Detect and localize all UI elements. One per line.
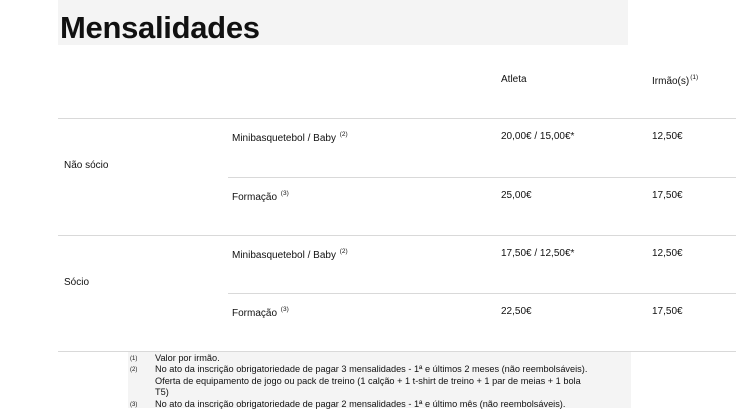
header-atleta: Atleta [501,74,527,85]
group-label-nao-socio: Não sócio [64,160,109,171]
footnote-mark: (1) [130,356,138,362]
atleta-value: 17,50€ / 12,50€* [501,248,575,259]
footnote-text: No ato da inscrição obrigatoriedade de pagar 3 mensalidades - 1ª e últimos 2 meses (não reembolsáveis). [155,364,588,374]
footnote-text: Valor por irmão. [155,353,220,363]
table-divider [58,118,736,119]
header-irmaos [652,74,698,87]
table-divider [228,177,736,178]
row-type-note: (3) [280,306,289,313]
row-type-label: Minibasquetebol / Baby [232,250,336,261]
row-type [232,190,289,203]
irmaos-value: 12,50€ [652,248,683,259]
footnotes [128,352,631,408]
footnote-text: T5) [155,387,169,397]
footnote-text: No ato da inscrição obrigatoriedade de pagar 2 mensalidades - 1ª e último mês (não reembolsáveis). [155,399,566,409]
page-title: Mensalidades [60,10,260,45]
irmaos-value: 17,50€ [652,190,683,201]
irmaos-value: 17,50€ [652,306,683,317]
row-type-label: Formação [232,192,278,203]
row-type [232,306,289,319]
irmaos-value: 12,50€ [652,131,683,142]
row-type [232,248,348,261]
footnote-mark: (2) [130,367,138,373]
group-label-socio: Sócio [64,277,90,288]
header-irmaos-note: (1) [690,74,699,81]
row-type-note: (2) [339,248,348,255]
table-divider [58,235,736,236]
footnote-mark: (3) [130,402,138,408]
row-type-note: (3) [280,190,289,197]
row-type-label: Formação [232,308,278,319]
row-type [232,131,348,144]
atleta-value: 20,00€ / 15,00€* [501,131,575,142]
header-irmaos-label: Irmão(s) [652,76,690,87]
fees-table [58,58,736,352]
table-divider [228,293,736,294]
row-type-note: (2) [339,131,348,138]
footnote-text: Oferta de equipamento de jogo ou pack de treino (1 calção + 1 t-shirt de treino + 1 par de meias + 1 bola [155,375,581,386]
row-type-label: Minibasquetebol / Baby [232,133,336,144]
atleta-value: 25,00€ [501,190,532,201]
atleta-value: 22,50€ [501,306,532,317]
